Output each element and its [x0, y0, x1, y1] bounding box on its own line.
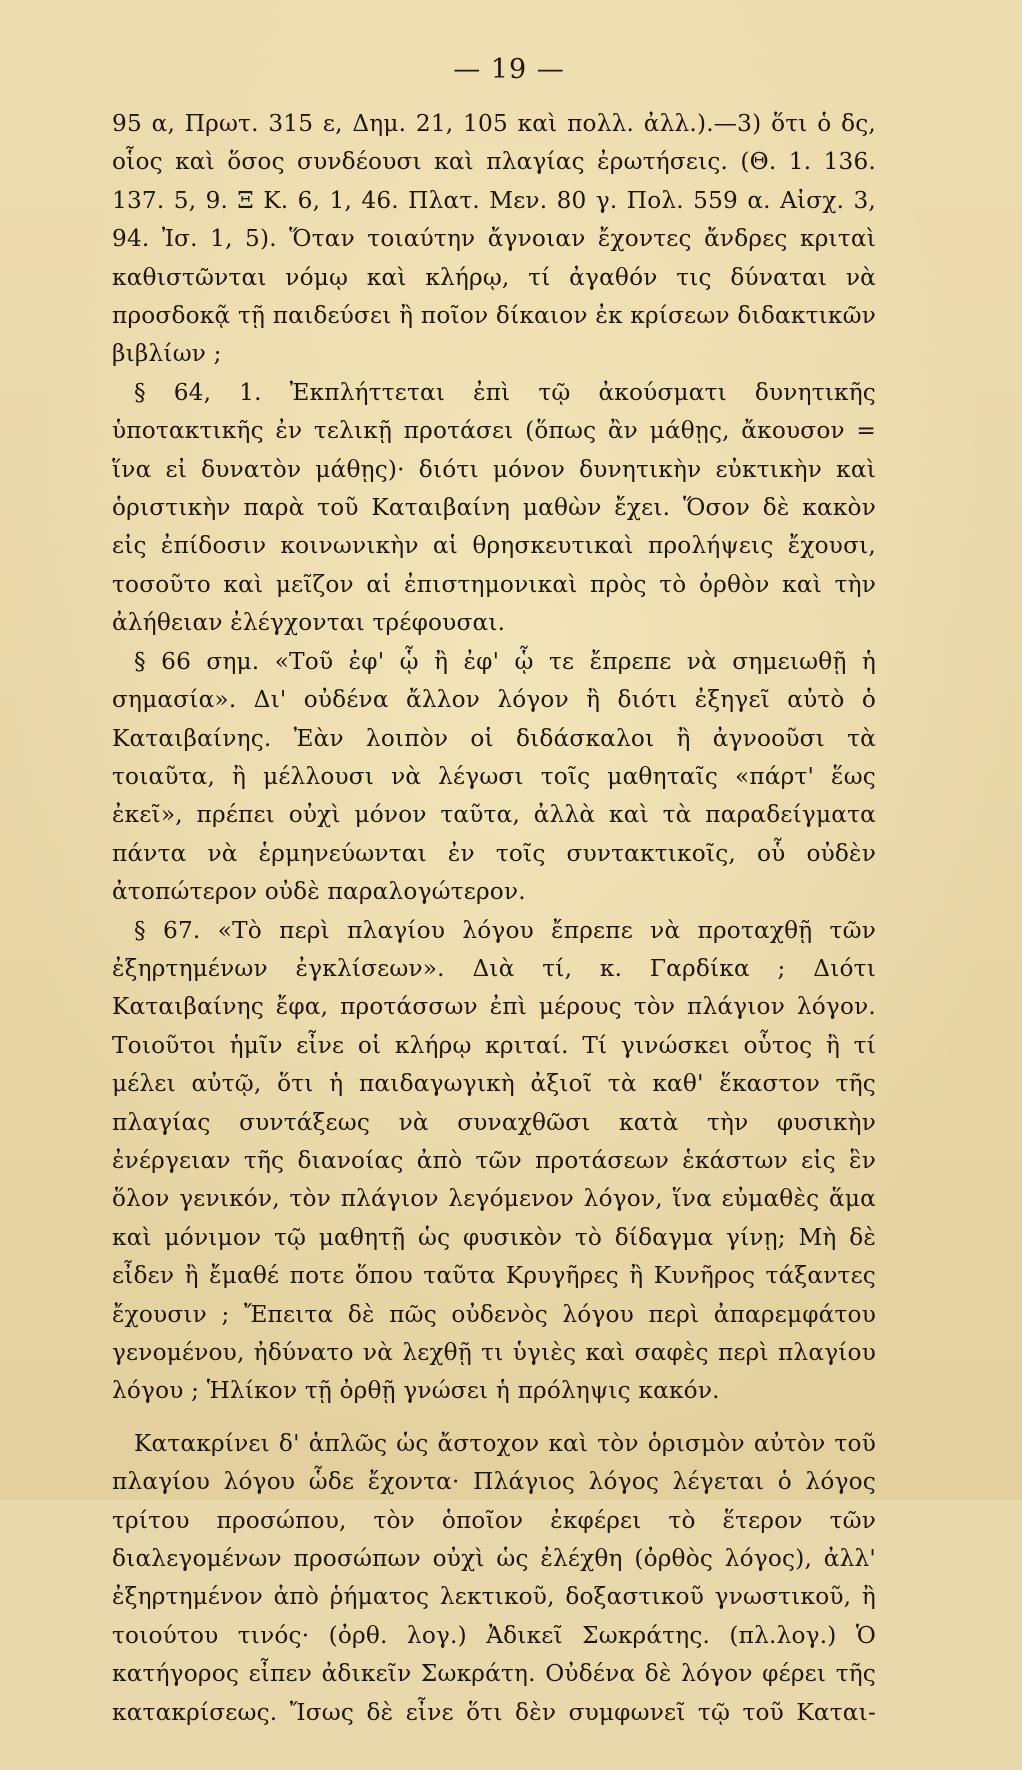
paragraph-plagios-logos: Κατακρίνει δ' ἁπλῶς ὡς ἄστοχον καὶ τὸν ὁρισμὸν αὐτὸν τοῦ πλαγίου λόγου ὧδε ἔχοντα· Πλάγιος λόγος λέγεται ὁ λόγος τρίτου προσώπου, τὸν ὁποῖον ἐκφέρει τὸ ἕτερον τῶν διαλεγομένων προσώπων οὐχὶ ὡς ἐλέχθη (ὀρθὸς λόγος), ἀλλ' ἐξηρτημένον ἀπὸ ῥήματος λεκτικοῦ, δοξαστικοῦ γνωστικοῦ, ἢ τοιούτου τινός· (ὀρθ. λογ.) Ἀδικεῖ Σωκράτης. (πλ.λογ.) Ὁ κατήγορος εἶπεν ἀδικεῖν Σωκράτη. Οὐδένα δὲ λόγον φέρει τῆς κατακρίσεως. Ἴσως δὲ εἶνε ὅτι δὲν συμφωνεῖ τῷ τοῦ Καται-	[112, 1429, 876, 1726]
paragraph-section-64: § 64, 1. Ἐκπλήττεται ἐπὶ τῷ ἀκούσματι δυνητικῆς ὑποτακτικῆς ἐν τελικῇ προτάσει (ὅπως ἂν μάθῃς, ἄκουσον = ἵνα εἰ δυνατὸν μάθῃς)· διότι μόνον δυνητικὴν εὐκτικὴν καὶ ὁριστικὴν παρὰ τοῦ Καταιβαίνη μαθὼν ἔχει. Ὅσον δὲ κακὸν εἰς ἐπίδοσιν κοινωνικὴν αἱ θρησκευτικαὶ προλήψεις ἔχουσι, τοσοῦτο καὶ μεῖζον αἱ ἐπιστημονικαὶ πρὸς τὸ ὀρθὸν καὶ τὴν ἀλήθειαν ἐλέγχονται τρέφουσαι.	[112, 378, 876, 637]
paragraph-section-66: § 66 σημ. «Τοῦ ἐφ' ᾧ ἢ ἐφ' ᾧ τε ἔπρεπε νὰ σημειωθῇ ἡ σημασία». Δι' οὐδένα ἄλλον λόγον ἢ διότι ἐξηγεῖ αὐτὸ ὁ Καταιβαίνης. Ἐὰν λοιπὸν οἱ διδάσκαλοι ἢ ἀγνοοῦσι τὰ τοιαῦτα, ἢ μέλλουσι νὰ λέγωσι τοῖς μαθηταῖς «πάρτ' ἕως ἐκεῖ», πρέπει οὐχὶ μόνον ταῦτα, ἀλλὰ καὶ τὰ παραδείγματα πάντα νὰ ἑρμηνεύωνται ἐν τοῖς συντακτικοῖς, οὗ οὐδὲν ἀτοπώτερον οὐδὲ παραλογώτερον.	[112, 647, 876, 906]
page-body	[112, 105, 876, 1770]
paragraph-continuation: 95 α, Πρωτ. 315 ε, Δημ. 21, 105 καὶ πολλ. ἀλλ.).—3) ὅτι ὁ δς, οἷος καὶ ὅσος συνδέουσι καὶ πλαγίας ἐρωτήσεις. (Θ. 1. 136. 137. 5, 9. Ξ Κ. 6, 1, 46. Πλατ. Μεν. 80 γ. Πολ. 559 α. Αἰσχ. 3, 94. Ἰσ. 1, 5). Ὅταν τοιαύτην ἄγνοιαν ἔχοντες ἄνδρες κριταὶ καθιστῶνται νόμῳ καὶ κλήρῳ, τί ἀγαθόν τις δύναται νὰ προσδοκᾷ τῇ παιδεύσει ἢ ποῖον δίκαιον ἐκ κρίσεων διδακτικῶν βιβλίων ;	[112, 110, 876, 368]
paragraph-section-67: § 67. «Τὸ περὶ πλαγίου λόγου ἔπρεπε νὰ προταχθῇ τῶν ἐξηρτημένων ἐγκλίσεων». Διὰ τί, κ. Γαρδίκα ; Διότι Καταιβαίνης ἔφα, προτάσσων ἐπὶ μέρους τὸν πλάγιον λόγον. Τοιοῦτοι ἡμῖν εἶνε οἱ κλήρῳ κριταί. Τί γινώσκει οὗτος ἢ τί μέλει αὐτῷ, ὅτι ἡ παιδαγωγικὴ ἀξιοῖ τὰ καθ' ἕκαστον τῆς πλαγίας συντάξεως νὰ συναχθῶσι κατὰ τὴν φυσικὴν ἐνέργειαν τῆς διανοίας ἀπὸ τῶν προτάσεων ἑκάστων εἰς ἓν ὅλον γενικόν, τὸν πλάγιον λεγόμενον λόγον, ἵνα εὐμαθὲς ἅμα καὶ μόνιμον τῷ μαθητῇ ὡς φυσικὸν τὸ δίδαγμα γίνῃ; Μὴ δὲ εἶδεν ἢ ἔμαθέ ποτε ὅπου ταῦτα Κρυγῆρες ἢ Κυνῆρος τάξαντες ἔχουσιν ; Ἔπειτα δὲ πῶς οὐδενὸς λόγου περὶ ἀπαρεμφάτου γενομένου, ἠδύνατο νὰ λεχθῇ τι ὑγιὲς καὶ σαφὲς περὶ πλαγίου λόγου ; Ἡλίκον τῇ ὀρθῇ γνώσει ἡ πρόληψις κακόν.	[112, 916, 876, 1405]
page-number: — 19 —	[453, 54, 565, 85]
